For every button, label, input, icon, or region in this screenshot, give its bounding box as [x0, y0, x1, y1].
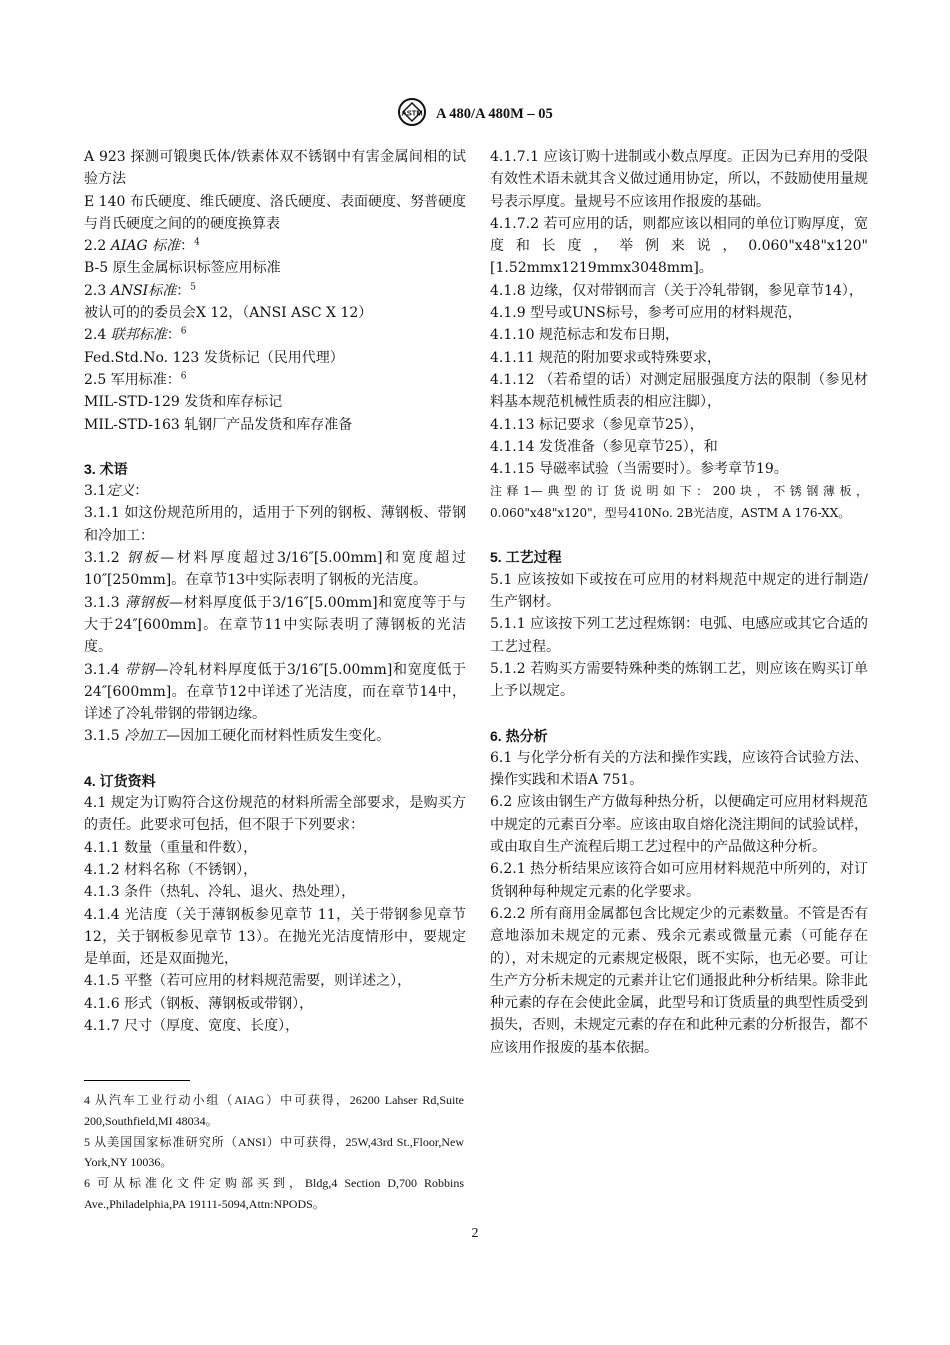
clause-number: 3.1.5: [84, 728, 125, 745]
paragraph: [84, 725, 466, 747]
paragraph-text: 3. 术语: [84, 460, 128, 477]
paragraph-text: 6. 热分析: [490, 727, 548, 744]
astm-logo-icon: [397, 97, 427, 132]
clause-number: 2.2: [84, 238, 111, 255]
right-column: [490, 146, 868, 1059]
paragraph-text: 4.1.4 光洁度（关于薄钢板参见章节 11，关于带钢参见章节 12，关于钢板参见章节 13）。在抛光光洁度情形中，要规定是单面，还是双面抛光，: [84, 906, 466, 968]
clause-text: ：: [134, 483, 149, 500]
paragraph-text: 4.1.6 形式（钢板、薄钢板或带钢），: [84, 995, 314, 1012]
paragraph: [84, 904, 466, 971]
paragraph-text: 4.1.7.2 若可应用的话，则都应该以相同的单位订购厚度，宽度和长度，举例来说，0.060"x48"x120" [1.52mmx1219mmx3048mm]。: [490, 215, 868, 277]
paragraph: [84, 592, 466, 659]
paragraph: [84, 146, 466, 191]
defined-term: 带钢: [124, 661, 155, 678]
paragraph-text: 6.2 应该由钢生产方做每种热分析，以便确定可应用材料规范中规定的元素百分率。应该由取自熔化浇注期间的试验试样，或由取自生产流程后期工艺过程中的产品做这种分析。: [490, 794, 868, 856]
paragraph: [490, 458, 868, 480]
paragraph-text: B-5 原生金属标识标签应用标准: [84, 260, 281, 277]
defined-term: 薄钢板: [124, 594, 170, 611]
paragraph: [490, 213, 868, 280]
footnote-ref: 6: [180, 326, 187, 337]
clause-number: 3.1.2: [84, 550, 127, 567]
note-paragraph: [490, 480, 868, 524]
clause-text: ：: [180, 238, 195, 255]
paragraph-text: 4.1 规定为订购符合这份规范的材料所需全部要求，是购买方的责任。此要求可包括，但不限于下列要求：: [84, 795, 466, 834]
paragraph-text: 5.1.2 若购买方需要特殊种类的炼钢工艺，则应该在购买订单上予以规定。: [490, 660, 868, 700]
paragraph-text: 4.1.13 标记要求（参见章节25），: [490, 416, 704, 433]
paragraph: [84, 280, 466, 302]
paragraph: [84, 837, 466, 859]
paragraph: [84, 191, 466, 236]
paragraph-text: 4.1.15 导磁率试验（当需要时）。参考章节19。: [490, 461, 788, 478]
paragraph-text: E 140 布氏硬度、维氏硬度、洛氏硬度、表面硬度、努普硬度与肖氏硬度之间的的硬度换算表: [84, 193, 466, 232]
paragraph: [490, 747, 868, 792]
paragraph: [490, 613, 868, 658]
page-number: 2: [471, 1226, 479, 1241]
paragraph-text: 4.1.1 数量（重量和件数），: [84, 839, 258, 856]
footnote: 6 可从标准化文件定购部买到，Bldg,4 Section D,700 Robbins Ave.,Philadelphia,PA 19111-5094,Attn:NPODS。: [84, 1176, 464, 1211]
paragraph-text: 3.1.1 如这份规范所用的，适用于下列的钢板、薄钢板、带钢和冷加工：: [84, 505, 466, 544]
section-heading: [490, 725, 868, 747]
footnotes: [84, 1090, 464, 1215]
paragraph-text: 4.1.3 条件（热轧、冷轧、退火、热处理），: [84, 884, 356, 901]
paragraph: [84, 970, 466, 992]
document-title: A 480/A 480M – 05: [436, 105, 553, 122]
paragraph-text: 5.1.1 应该按下列工艺过程炼钢：电弧、电感应或其它合适的工艺过程。: [490, 616, 868, 655]
clause-number: 3.1.3: [84, 594, 125, 611]
paragraph-text: A 923 探测可锻奥氏体/铁素体双不锈钢中有害金属间相的试验方法: [84, 149, 466, 188]
defined-term: 联邦标准: [110, 327, 167, 344]
paragraph-text: 4.1.10 规范标志和发布日期，: [490, 327, 679, 344]
paragraph: [490, 414, 868, 436]
defined-term: 定义: [106, 483, 135, 500]
paragraph-text: 4.1.9 型号或UNS标号，参考可应用的材料规范，: [490, 305, 802, 322]
paragraph: [490, 324, 868, 346]
footnote-ref: 4: [194, 237, 200, 248]
paragraph: [490, 436, 868, 458]
defined-term: ANSI标准: [110, 282, 177, 299]
paragraph: [490, 347, 868, 369]
paragraph: [84, 480, 466, 502]
defined-term: 冷加工: [124, 728, 167, 745]
paragraph-text: 注释1—典型的订货说明如下：200块，不锈钢薄板，0.060"x48"x120"，型号410No. 2B光洁度，ASTM A 176-XX。: [490, 484, 868, 521]
paragraph-text: 被认可的的委员会X 12，（ANSI ASC X 12）: [84, 305, 373, 322]
paragraph: [84, 257, 466, 279]
paragraph: [84, 502, 466, 547]
paragraph: [490, 858, 868, 903]
clause-text: —材料厚度低于3/16″[5.00mm]和宽度等于与大于24″[600mm]。在章节11中实际表明了薄钢板的光洁度。: [84, 594, 467, 656]
paragraph: [84, 859, 466, 881]
paragraph-text: 4.1.11 规范的附加要求或特殊要求，: [490, 349, 721, 366]
footnote: 4 从汽车工业行动小组（AIAG）中可获得，26200 Lahser Rd,Suite 200,Southfield,MI 48034。: [84, 1093, 464, 1128]
paragraph-text: MIL-STD-163 轧钢厂产品发货和库存准备: [84, 416, 353, 433]
paragraph: [84, 792, 466, 837]
page-header: [0, 97, 950, 132]
paragraph-text: 4.1.7.1 应该订购十进制或小数点厚度。正因为已弃用的受限有效性术语未就其含义做过通用协定，所以，不鼓励使用量规号表示厚度。量规号不应该用作报废的基础。: [490, 149, 868, 210]
paragraph: [84, 302, 466, 324]
section-heading: [84, 770, 466, 792]
logo-label: ASTM: [401, 108, 423, 118]
paragraph-text: Fed.Std.No. 123 发货标记（民用代理）: [84, 349, 344, 366]
paragraph-text: 4. 订货资料: [84, 772, 156, 789]
defined-term: AIAG 标准: [110, 238, 181, 255]
paragraph-text: 5.1 应该按如下或按在可应用的材料规范中规定的进行制造/生产钢材。: [490, 571, 868, 611]
clause-number: 3.1: [84, 483, 107, 500]
clause-number: 2.4: [84, 327, 111, 344]
footnote: 5 从美国国家标准研究所（ANSI）中可获得，25W,43rd St.,Floor,New York,NY 10036。: [84, 1134, 464, 1170]
paragraph: [490, 569, 868, 614]
paragraph-text: 4.1.5 平整（若可应用的材料规范需要，则详述之），: [84, 973, 412, 990]
clause-number: 2.5 军用标准：: [84, 371, 181, 388]
left-column: [84, 146, 466, 1037]
section-heading: [84, 458, 466, 480]
clause-text: —冷轧材料厚度低于3/16″[5.00mm]和宽度低于24″[600mm]。在章节12中详述了光洁度，而在章节14中，详述了冷轧带钢的带钢边缘。: [84, 661, 466, 723]
paragraph-text: 6.2.1 热分析结果应该符合如可应用材料规范中所列的，对订货钢种每种规定元素的化学要求。: [490, 861, 868, 900]
clause-text: —因加工硬化而材料性质发生变化。: [166, 728, 391, 745]
clause-number: 2.3: [84, 282, 111, 299]
paragraph: [490, 302, 868, 324]
section-heading: [490, 546, 868, 568]
paragraph: [84, 993, 466, 1015]
defined-term: 钢板: [126, 550, 161, 567]
paragraph: [490, 369, 868, 414]
paragraph-text: 4.1.7 尺寸（厚度、宽度、长度），: [84, 1017, 300, 1034]
clause-text: ：: [166, 327, 181, 344]
paragraph-text: 4.1.14 发货准备（参见章节25），和: [490, 438, 718, 455]
paragraph: [84, 235, 466, 257]
paragraph: [490, 903, 868, 1059]
paragraph: [84, 659, 466, 726]
footnote-ref: 5: [190, 282, 196, 293]
paragraph: [490, 146, 868, 213]
paragraph-text: 5. 工艺过程: [490, 549, 562, 566]
paragraph: [490, 658, 868, 703]
paragraph: [490, 791, 868, 858]
paragraph: [84, 347, 466, 369]
paragraph: [490, 280, 868, 302]
paragraph-text: 4.1.2 材料名称（不锈钢），: [84, 861, 258, 878]
paragraph: [84, 1015, 466, 1037]
paragraph: [84, 369, 466, 391]
footnote-ref: 6: [180, 371, 187, 382]
clause-number: 3.1.4: [84, 661, 125, 678]
paragraph: [84, 547, 466, 592]
paragraph-text: MIL-STD-129 发货和库存标记: [84, 394, 283, 411]
paragraph-text: 4.1.12 （若希望的话）对测定屈服强度方法的限制（参见材料基本规范机械性质表的相应注脚），: [490, 371, 868, 411]
clause-text: —材料厚度超过3/16″[5.00mm]和宽度超过10″[250mm]。在章节13中实际表明了钢板的光洁度。: [84, 550, 466, 589]
paragraph-text: 6.1 与化学分析有关的方法和操作实践，应该符合试验方法、操作实践和术语A 751。: [490, 749, 868, 789]
paragraph: [84, 324, 466, 346]
clause-text: ：: [176, 282, 191, 299]
paragraph: [84, 414, 466, 436]
paragraph-text: 4.1.8 边缘，仅对带钢而言（关于冷轧带钢，参见章节14），: [490, 282, 863, 299]
paragraph: [84, 391, 466, 413]
footnote-divider: [84, 1080, 190, 1081]
paragraph: [84, 881, 466, 903]
paragraph-text: 6.2.2 所有商用金属都包含比规定少的元素数量。不管是否有意地添加未规定的元素、残余元素或微量元素（可能存在的），对未规定的元素规定极限，既不实际，也无必要。可让生产方分析未规定的元素并让它们通报此种分析结果。除非此种元素的存在会使此金属，此型号和订货质量的典型性质受到损失，否则，未规定元素的存在和此种元素的分析报告，都不应该用作报废的基本依据。: [490, 905, 868, 1056]
